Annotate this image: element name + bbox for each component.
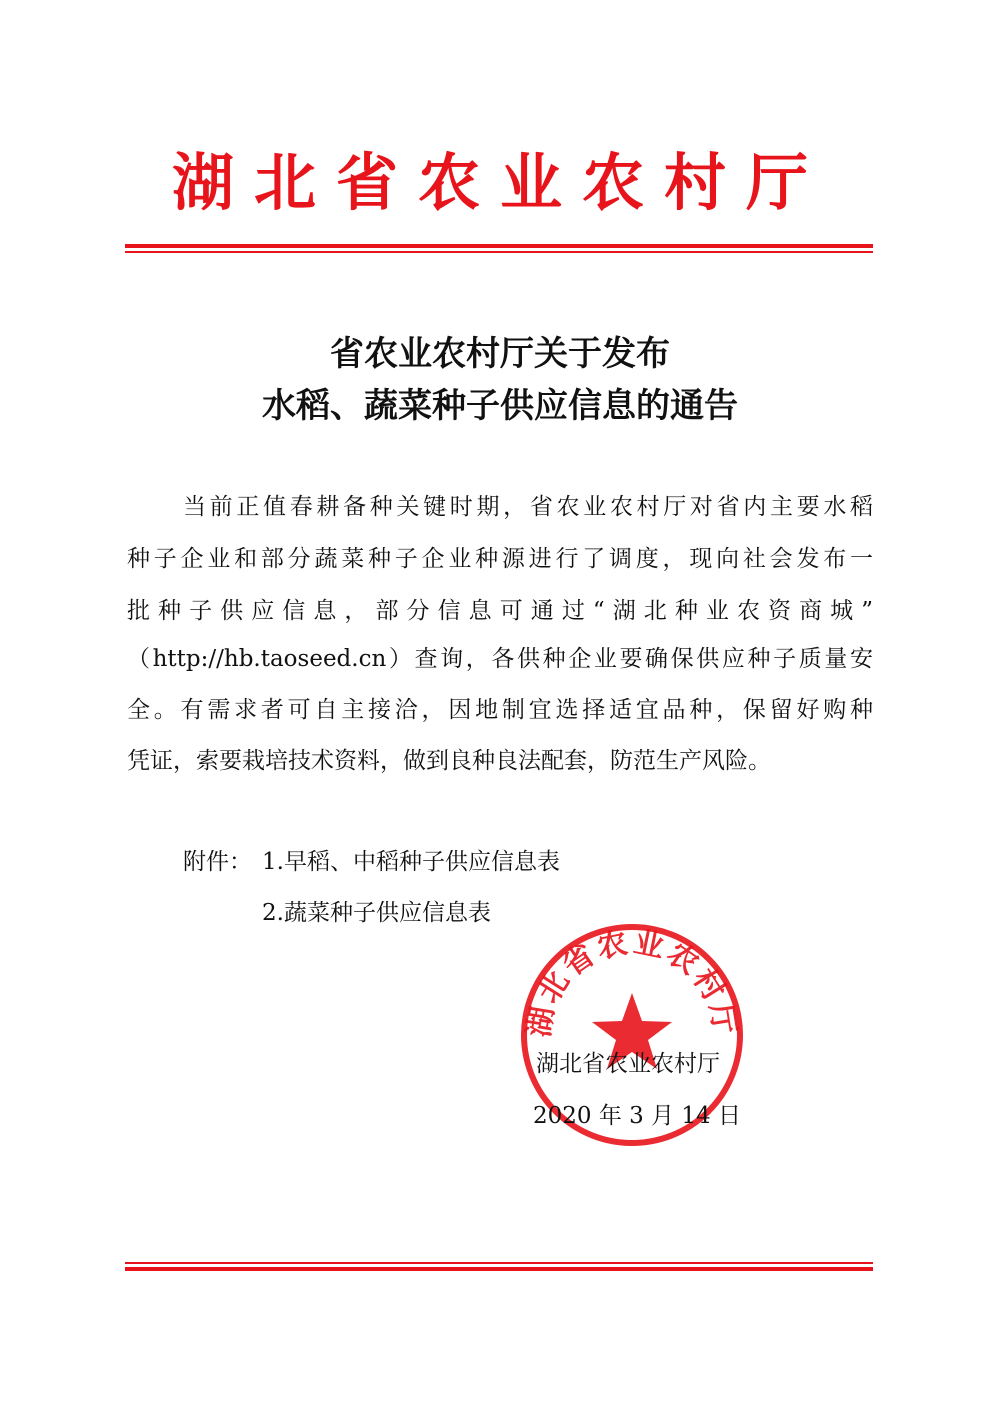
document-title-line-1: 省农业农村厅关于发布	[330, 334, 670, 374]
attachment-item: 2.蔬菜种子供应信息表	[262, 900, 491, 926]
body-paragraph-line: 凭证，索要栽培技术资料，做到良种良法配套，防范生产风险。	[127, 748, 771, 774]
body-paragraph-line: 种子企业和部分蔬菜种子企业种源进行了调度，现向社会发布一	[127, 546, 873, 572]
body-paragraph-line: 全。有需求者可自主接洽，因地制宜选择适宜品种，保留好购种	[127, 697, 873, 723]
document-title-line-2: 水稻、蔬菜种子供应信息的通告	[262, 386, 738, 426]
header-red-rule	[125, 244, 873, 253]
body-paragraph-line: （http://hb.taoseed.cn）查询，各供种企业要确保供应种子质量安	[127, 646, 873, 672]
attachment-item: 1.早稻、中稻种子供应信息表	[262, 849, 560, 875]
signature-date: 2020 年 3 月 14 日	[533, 1103, 741, 1129]
attachments-label: 附件：	[183, 849, 252, 875]
signature-org: 湖北省农业农村厅	[536, 1051, 720, 1077]
footer-red-rule	[125, 1259, 873, 1271]
body-paragraph-line: 当前正值春耕备种关键时期，省农业农村厅对省内主要水稻	[183, 494, 873, 520]
svg-text:湖北省农业农村厅: 湖北省农业农村厅	[521, 924, 743, 1040]
body-paragraph-line: 批种子供应信息，部分信息可通过“湖北种业农资商城”	[127, 598, 873, 624]
issuing-authority-title: 湖北省农业农村厅	[171, 146, 828, 219]
